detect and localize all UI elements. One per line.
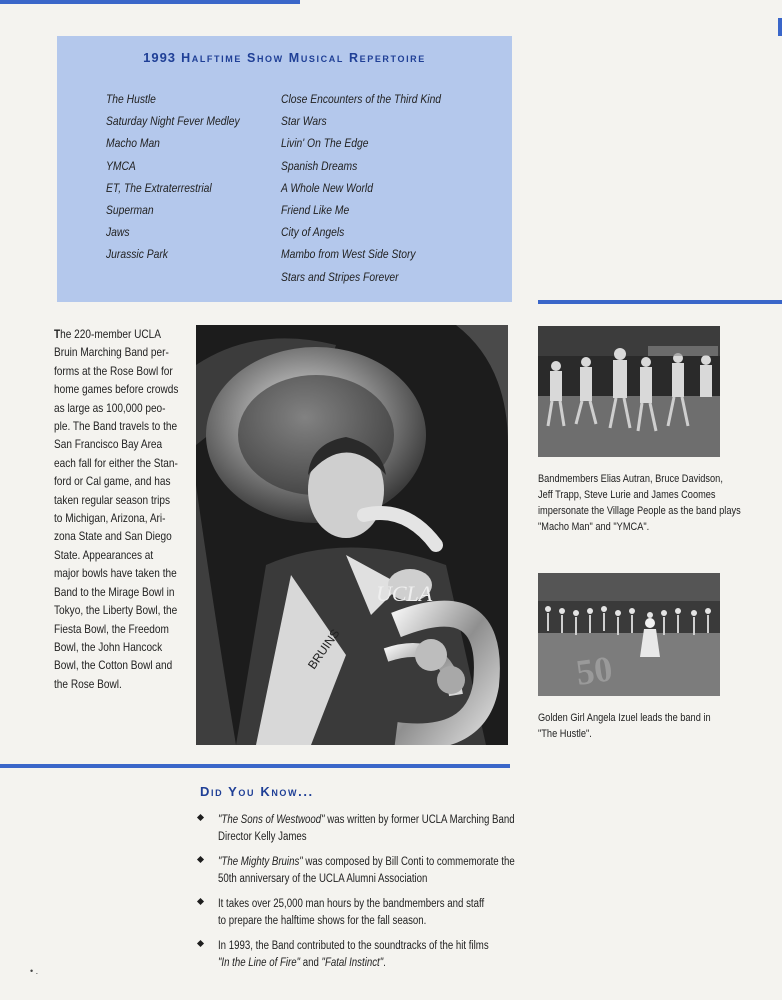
bandmembers-illustration (538, 326, 720, 457)
repertoire-title-year: 1993 (143, 50, 177, 65)
drop-cap: T (54, 327, 61, 341)
section-rule-bottom (0, 764, 510, 768)
song-item: Saturday Night Fever Medley (106, 114, 240, 129)
fact-item: It takes over 25,000 man hours by the bandmembers and staff to prepare the halftime shows for the fall season. (196, 896, 526, 930)
text-line: to Michigan, Arizona, Ari- (54, 511, 166, 526)
song-item: Close Encounters of the Third Kind (281, 92, 442, 106)
right-edge-mark (778, 18, 782, 36)
song-item: The Hustle (106, 92, 156, 106)
did-you-know-title: Did You Know... (200, 784, 314, 799)
repertoire-title-text: Halftime Show Musical Repertoire (181, 51, 426, 65)
golden-girl-caption (538, 710, 758, 742)
fact-item: "The Sons of Westwood" was written by former UCLA Marching Band Director Kelly James (196, 812, 526, 846)
diamond-bullet-icon (197, 856, 204, 863)
text-line: The 220-member UCLA (54, 327, 162, 341)
repertoire-box (57, 36, 512, 302)
text-line: zona State and San Diego (54, 529, 172, 544)
section-rule-right (538, 300, 782, 304)
caption-line: Bandmembers Elias Autran, Bruce Davidson, (538, 473, 723, 485)
song-item: Mambo from West Side Story (281, 247, 416, 262)
village-people-photo (538, 326, 720, 457)
song-item: YMCA (106, 158, 136, 173)
text-line: major bowls have taken the (54, 566, 177, 581)
text-line: ford or Cal game, and has (54, 474, 171, 489)
tuba-player-photo (196, 325, 508, 745)
field-formation-illustration (538, 573, 720, 696)
text-line: Bowl, the Cotton Bowl and (54, 658, 173, 673)
band-description (54, 325, 194, 693)
golden-girl-photo (538, 573, 720, 696)
text-line: Bowl, the John Hancock (54, 639, 163, 654)
diamond-bullet-icon (197, 940, 204, 947)
did-you-know-list (196, 812, 526, 980)
song-item: City of Angels (281, 225, 345, 240)
song-item: Star Wars (281, 114, 327, 129)
text-line: each fall for either the Stan- (54, 455, 178, 470)
tuba-player-illustration (196, 325, 508, 745)
text-line: the Rose Bowl. (54, 676, 122, 691)
repertoire-left-column (106, 88, 261, 266)
caption-line: impersonate the Village People as the band plays (538, 505, 741, 517)
song-item: Friend Like Me (281, 203, 350, 218)
text-line: forms at the Rose Bowl for (54, 363, 173, 378)
text-line: taken regular season trips (54, 492, 170, 507)
top-accent-bar (0, 0, 300, 4)
text-line: Bruin Marching Band per- (54, 345, 169, 360)
song-item: Jurassic Park (106, 247, 168, 262)
text-line: San Francisco Bay Area (54, 437, 163, 452)
text-line: Fiesta Bowl, the Freedom (54, 621, 169, 636)
caption-line: "The Hustle". (538, 728, 592, 740)
fact-item: "The Mighty Bruins" was composed by Bill Conti to commemorate the 50th anniversary of the UCLA Alumni Association (196, 854, 526, 888)
song-item: ET, The Extraterrestrial (106, 180, 212, 195)
text-line: as large as 100,000 peo- (54, 400, 166, 415)
song-item: Superman (106, 203, 154, 218)
village-people-caption (538, 471, 758, 535)
repertoire-title (57, 50, 512, 65)
fact-item: In 1993, the Band contributed to the soundtracks of the hit films "In the Line of Fire" and "Fatal Instinct". (196, 938, 526, 972)
song-item: Macho Man (106, 136, 160, 151)
diamond-bullet-icon (197, 898, 204, 905)
text-line: home games before crowds (54, 382, 179, 397)
text-line: Tokyo, the Liberty Bowl, the (54, 603, 178, 618)
caption-line: "Macho Man" and "YMCA". (538, 521, 650, 533)
yard-line-number: 50 (573, 648, 615, 693)
caption-line: Jeff Trapp, Steve Lurie and James Coomes (538, 489, 716, 501)
song-item: Stars and Stripes Forever (281, 269, 399, 284)
diamond-bullet-icon (197, 814, 204, 821)
page-mark: • . (30, 966, 39, 976)
song-item: A Whole New World (281, 180, 373, 195)
song-item: Spanish Dreams (281, 158, 358, 173)
sleeve-text: BRUINS (304, 626, 343, 672)
caption-line: Golden Girl Angela Izuel leads the band in (538, 712, 711, 724)
repertoire-right-column (281, 88, 467, 288)
text-line: ple. The Band travels to the (54, 419, 178, 434)
text-line: Band to the Mirage Bowl in (54, 584, 175, 599)
uniform-text: UCLA (376, 581, 433, 606)
song-item: Jaws (106, 225, 130, 240)
text-line: State. Appearances at (54, 547, 154, 562)
song-item: Livin' On The Edge (281, 136, 369, 151)
